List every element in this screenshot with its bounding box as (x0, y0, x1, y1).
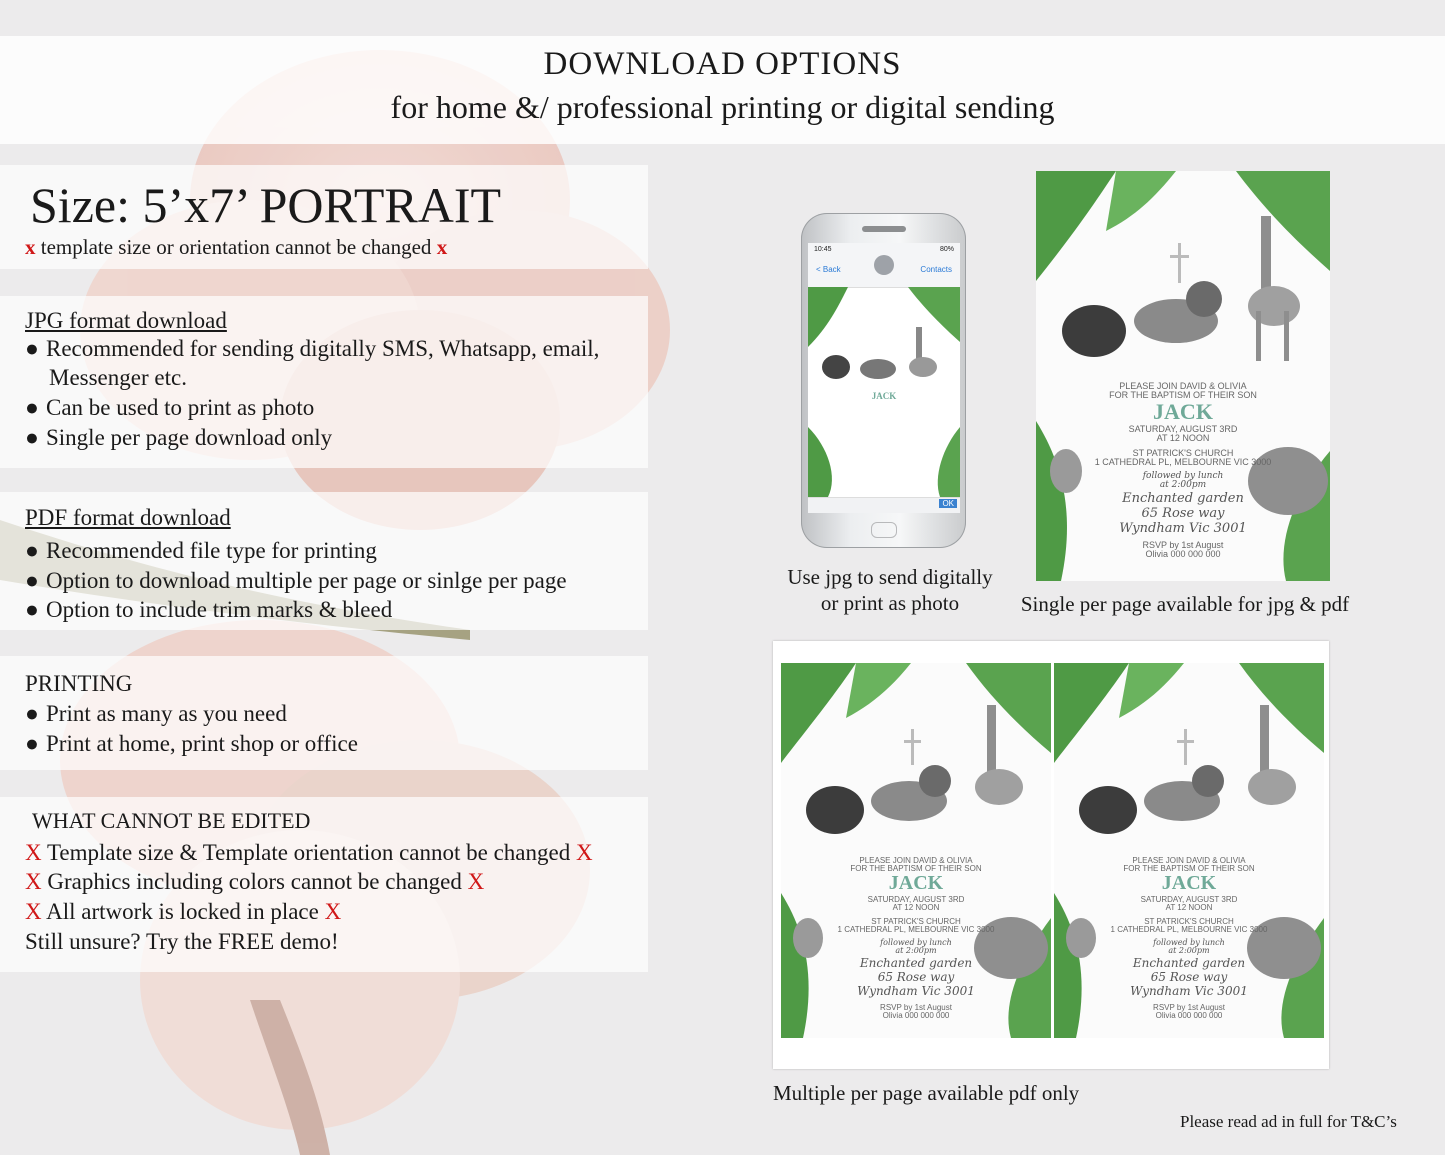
single-invitation-card (1036, 171, 1330, 581)
invite-rsvp-contact: Olivia 000 000 000 (1155, 1011, 1223, 1020)
invite-address: 1 CATHEDRAL PL, MELBOURNE VIC 3000 (1110, 925, 1268, 934)
x-mark: X (25, 899, 42, 924)
invite-reception1: Enchanted garden (859, 956, 973, 970)
invite-reception1: Enchanted garden (1132, 956, 1246, 970)
invite-date: SATURDAY, AUGUST 3RD (1128, 424, 1238, 434)
invite-line1: PLEASE JOIN DAVID & OLIVIA (1119, 381, 1247, 391)
invite-followed-time: at 2:00pm (895, 946, 937, 955)
invite-line1: PLEASE JOIN DAVID & OLIVIA (859, 856, 973, 865)
invite-reception2: 65 Rose way (1141, 506, 1225, 521)
printing-item-text: Print at home, print shop or office (46, 731, 358, 756)
bullet-icon: ● (25, 425, 39, 450)
avatar (874, 255, 894, 275)
contacts-link[interactable]: Contacts (920, 265, 952, 274)
invite-reception3: Wyndham Vic 3001 (857, 984, 975, 998)
pdf-item-text: Option to include trim marks & bleed (46, 597, 393, 622)
printing-heading: PRINTING (25, 671, 133, 696)
invite-reception3: Wyndham Vic 3001 (1130, 984, 1248, 998)
sheet-invitation-right (1054, 663, 1324, 1038)
bullet-icon: ● (25, 336, 39, 361)
printing-item (25, 731, 358, 757)
invite-date: SATURDAY, AUGUST 3RD (867, 895, 965, 904)
invite-followed: followed by lunch (1142, 471, 1224, 481)
invite-name: JACK (1153, 399, 1213, 424)
not-editable-text: All artwork is locked in place (46, 899, 319, 924)
pdf-item-text: Option to download multiple per page or sinlge per page (46, 568, 567, 593)
invite-date: SATURDAY, AUGUST 3RD (1140, 895, 1238, 904)
status-battery: 80% (939, 246, 954, 253)
invite-line2: FOR THE BAPTISM OF THEIR SON (1109, 390, 1257, 400)
phone-screen (808, 243, 960, 513)
status-time: 10:45 (814, 246, 832, 253)
terms-note: Please read ad in full for T&C’s (1180, 1112, 1397, 1131)
thumb-name: JACK (871, 391, 897, 401)
x-mark: X (467, 869, 485, 894)
bullet-icon: ● (25, 731, 39, 756)
invite-line1: PLEASE JOIN DAVID & OLIVIA (1132, 856, 1246, 865)
not-editable-text: Template size & Template orientation cannot be changed (46, 840, 571, 865)
home-button (871, 522, 897, 538)
not-editable-item (25, 899, 341, 925)
invite-time: AT 12 NOON (1165, 903, 1213, 912)
bullet-icon: ● (25, 538, 39, 563)
invite-address: 1 CATHEDRAL PL, MELBOURNE VIC 3000 (837, 925, 995, 934)
invite-reception3: Wyndham Vic 3001 (1119, 521, 1247, 536)
not-editable-heading: WHAT CANNOT BE EDITED (32, 808, 311, 833)
size-note-text: template size or orientation cannot be changed (40, 235, 432, 259)
x-mark: x (436, 235, 448, 259)
invite-rsvp: RSVP by 1st August (1153, 1003, 1225, 1012)
bullet-icon: ● (25, 701, 39, 726)
x-mark: X (324, 899, 342, 924)
invitation-thumbnail (808, 287, 960, 497)
invite-address: 1 CATHEDRAL PL, MELBOURNE VIC 3000 (1094, 457, 1272, 467)
jpg-heading: JPG format download (25, 308, 227, 333)
sheet-invitation-left (781, 663, 1051, 1038)
invite-venue: ST PATRICK'S CHURCH (1144, 917, 1234, 926)
page-title: DOWNLOAD OPTIONS (543, 46, 902, 82)
bullet-icon: ● (25, 568, 39, 593)
printing-item-text: Print as many as you need (46, 701, 287, 726)
pdf-item (25, 597, 392, 623)
invite-followed-time: at 2:00pm (1168, 946, 1210, 955)
invite-rsvp: RSVP by 1st August (880, 1003, 952, 1012)
invite-followed: followed by lunch (1153, 938, 1225, 947)
jpg-item-text: Single per page download only (46, 425, 333, 450)
not-editable-item (25, 869, 484, 895)
single-caption: Single per page available for jpg & pdf (1020, 592, 1350, 616)
send-button[interactable]: OK (939, 499, 957, 508)
invite-reception2: 65 Rose way (1150, 970, 1228, 984)
invite-venue: ST PATRICK'S CHURCH (1132, 448, 1234, 458)
invite-followed-time: at 2:00pm (1159, 480, 1207, 490)
invite-name: JACK (888, 872, 944, 894)
invite-time: AT 12 NOON (892, 903, 940, 912)
invite-venue: ST PATRICK'S CHURCH (871, 917, 961, 926)
printing-item (25, 701, 287, 727)
phone-speaker (862, 226, 906, 232)
bullet-icon: ● (25, 597, 39, 622)
jpg-item (25, 336, 599, 362)
x-mark: X (575, 840, 593, 865)
jpg-item-continued: Messenger etc. (49, 365, 187, 390)
phone-caption-2: or print as photo (820, 591, 960, 615)
jpg-item-text: Recommended for sending digitally SMS, Whatsapp, email, (46, 336, 600, 361)
page-subtitle: for home &/ professional printing or digital sending (390, 89, 1055, 125)
invite-line2: FOR THE BAPTISM OF THEIR SON (1123, 864, 1255, 873)
pdf-item-text: Recommended file type for printing (46, 538, 377, 563)
not-editable-item (25, 840, 593, 866)
jpg-item (25, 395, 314, 421)
bullet-icon: ● (25, 395, 39, 420)
pdf-item (25, 568, 567, 594)
pdf-heading: PDF format download (25, 505, 231, 530)
invite-followed: followed by lunch (880, 938, 952, 947)
not-editable-text: Graphics including colors cannot be changed (47, 869, 462, 894)
message-bar (808, 497, 960, 513)
invite-reception2: 65 Rose way (877, 970, 955, 984)
jpg-item-text: Can be used to print as photo (46, 395, 315, 420)
invite-name: JACK (1161, 872, 1217, 894)
x-mark: X (25, 840, 42, 865)
invite-time: AT 12 NOON (1156, 433, 1210, 443)
demo-note: Still unsure? Try the FREE demo! (25, 929, 339, 954)
invite-rsvp: RSVP by 1st August (1142, 540, 1224, 550)
jpg-item (25, 425, 332, 451)
size-note (25, 235, 447, 260)
phone-caption-1: Use jpg to send digitally (787, 565, 993, 589)
invite-rsvp-contact: Olivia 000 000 000 (882, 1011, 950, 1020)
multiple-caption: Multiple per page available pdf only (773, 1081, 1080, 1105)
invite-rsvp-contact: Olivia 000 000 000 (1145, 549, 1221, 559)
invite-reception1: Enchanted garden (1122, 491, 1244, 506)
size-title: Size: 5’x7’ PORTRAIT (30, 177, 502, 233)
x-mark: x (25, 235, 36, 259)
x-mark: X (25, 869, 42, 894)
pdf-item (25, 538, 377, 564)
invite-line2: FOR THE BAPTISM OF THEIR SON (850, 864, 982, 873)
back-link[interactable]: < Back (816, 265, 841, 274)
